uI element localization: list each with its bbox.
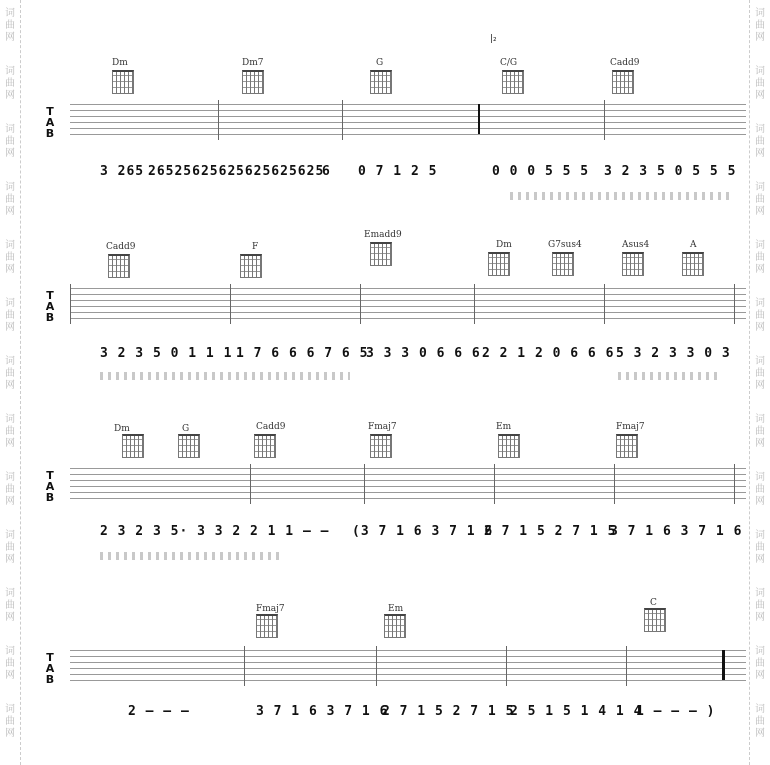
watermark-glyph: 曲 xyxy=(755,252,765,263)
barline xyxy=(734,464,735,504)
watermark-glyph-group xyxy=(2,472,18,508)
watermark-glyph: 曲 xyxy=(5,252,15,263)
watermark-glyph: 网 xyxy=(5,264,15,275)
watermark-glyph: 词 xyxy=(5,66,15,77)
watermark-glyph: 词 xyxy=(5,8,15,19)
notation-numbers: 5 3 2 3 3 0 3 xyxy=(616,346,731,361)
notation-numbers: 3 7 1 6 3 7 1 6 xyxy=(610,524,743,539)
barline xyxy=(342,100,343,140)
chord-name: Fmaj7 xyxy=(368,422,397,432)
chord-name: Em xyxy=(496,422,512,432)
section-mark: |₂ xyxy=(490,34,497,44)
watermark-glyph-group xyxy=(752,530,768,566)
watermark-glyph: 曲 xyxy=(5,194,15,205)
barline xyxy=(244,646,245,686)
watermark-glyph: 曲 xyxy=(755,716,765,727)
barline xyxy=(250,464,251,504)
watermark-glyph-group xyxy=(2,240,18,276)
watermark-glyph: 词 xyxy=(755,704,765,715)
watermark-glyph: 曲 xyxy=(5,658,15,669)
watermark-glyph-group xyxy=(2,704,18,740)
final-barline xyxy=(722,650,725,680)
watermark-glyph: 网 xyxy=(755,380,765,391)
barline xyxy=(626,646,627,686)
chord-name: Cadd9 xyxy=(610,58,640,68)
watermark-glyph: 曲 xyxy=(755,542,765,553)
watermark-glyph: 曲 xyxy=(5,600,15,611)
tab-letter: A xyxy=(45,116,55,129)
watermark-glyph: 词 xyxy=(5,182,15,193)
chord-diagram xyxy=(552,252,574,276)
faint-lyrics xyxy=(510,192,730,200)
watermark-glyph-group xyxy=(752,588,768,624)
notation-numbers: 1 — — — ) xyxy=(636,704,716,719)
watermark-glyph: 网 xyxy=(5,728,15,739)
tab-letter: B xyxy=(45,491,55,504)
barline xyxy=(734,284,735,324)
chord-diagram xyxy=(254,434,276,458)
chord-name: Dm xyxy=(496,240,512,250)
watermark-glyph: 网 xyxy=(755,206,765,217)
watermark-glyph: 词 xyxy=(5,414,15,425)
faint-lyrics xyxy=(618,372,718,380)
watermark-glyph: 曲 xyxy=(5,716,15,727)
tab-letter: T xyxy=(46,105,54,118)
watermark-glyph: 曲 xyxy=(5,542,15,553)
watermark-glyph: 网 xyxy=(755,612,765,623)
watermark-glyph: 词 xyxy=(755,588,765,599)
watermark-glyph: 词 xyxy=(755,66,765,77)
watermark-glyph-group xyxy=(2,182,18,218)
chord-name: Emadd9 xyxy=(364,230,402,240)
watermark-glyph: 网 xyxy=(755,728,765,739)
watermark-glyph: 词 xyxy=(755,356,765,367)
chord-name: Asus4 xyxy=(622,240,650,250)
notation-numbers: 3 265 xyxy=(100,164,145,179)
left-border-line xyxy=(20,0,21,765)
watermark-glyph: 曲 xyxy=(5,484,15,495)
chord-name: G7sus4 xyxy=(548,240,582,250)
watermark-glyph: 词 xyxy=(755,124,765,135)
barline xyxy=(604,100,605,140)
chord-diagram xyxy=(112,70,134,94)
tab-staff xyxy=(70,650,746,680)
watermark-glyph: 词 xyxy=(5,588,15,599)
watermark-glyph-group xyxy=(752,356,768,392)
faint-lyrics xyxy=(100,372,350,380)
barline xyxy=(218,100,219,140)
watermark-glyph-group xyxy=(2,298,18,334)
tab-letter: A xyxy=(45,480,55,493)
watermark-glyph-group xyxy=(752,704,768,740)
chord-name: Fmaj7 xyxy=(256,604,285,614)
notation-numbers: 2652562562 xyxy=(148,164,237,179)
chord-name: G xyxy=(376,58,384,68)
chord-name: Cadd9 xyxy=(106,242,136,252)
chord-name: F xyxy=(252,242,259,252)
watermark-glyph: 曲 xyxy=(5,20,15,31)
chord-diagram xyxy=(488,252,510,276)
system-1 xyxy=(45,34,746,210)
chord-diagram xyxy=(370,434,392,458)
watermark-glyph: 网 xyxy=(5,438,15,449)
notation-numbers: 1 7 6 6 6 7 6 5 xyxy=(236,346,369,361)
chord-diagram xyxy=(498,434,520,458)
chord-diagram xyxy=(384,614,406,638)
chord-diagram xyxy=(108,254,130,278)
barline xyxy=(494,464,495,504)
tab-staff xyxy=(70,104,746,134)
barline xyxy=(364,464,365,504)
system-3 xyxy=(45,414,746,574)
chord-name: C/G xyxy=(500,58,518,68)
watermark-glyph: 网 xyxy=(5,32,15,43)
chord-diagram xyxy=(178,434,200,458)
watermark-glyph: 词 xyxy=(5,646,15,657)
notation-numbers: 2 — — — xyxy=(128,704,190,719)
barline xyxy=(376,646,377,686)
chord-name: G xyxy=(182,424,190,434)
chord-name: C xyxy=(650,598,657,608)
chord-diagram xyxy=(122,434,144,458)
watermark-glyph-group xyxy=(752,240,768,276)
chord-diagram xyxy=(682,252,704,276)
notation-numbers: 3 2 3 5 0 5 5 5 xyxy=(604,164,737,179)
tab-staff xyxy=(70,468,746,498)
watermark-glyph-group xyxy=(2,414,18,450)
faint-lyrics xyxy=(100,552,280,560)
watermark-glyph: 网 xyxy=(755,148,765,159)
notation-numbers: 2 5 1 5 1 4 1 4 xyxy=(510,704,643,719)
tab-letter: A xyxy=(45,662,55,675)
watermark-glyph: 词 xyxy=(755,182,765,193)
watermark-glyph: 网 xyxy=(5,380,15,391)
watermark-glyph: 网 xyxy=(5,554,15,565)
watermark-glyph-group xyxy=(752,298,768,334)
chord-name: Dm xyxy=(112,58,128,68)
watermark-glyph: 词 xyxy=(755,240,765,251)
watermark-glyph: 曲 xyxy=(755,600,765,611)
repeat-barline xyxy=(478,104,480,134)
barline xyxy=(506,646,507,686)
notation-numbers: 3 7 1 6 3 7 1 6 xyxy=(256,704,389,719)
chord-diagram xyxy=(256,614,278,638)
notation-numbers: 5625625625 xyxy=(236,164,325,179)
tab-sheet xyxy=(22,0,748,765)
chord-name: Em xyxy=(388,604,404,614)
watermark-glyph: 曲 xyxy=(755,136,765,147)
notation-numbers: 2 7 1 5 2 7 1 5 xyxy=(382,704,515,719)
watermark-glyph-group xyxy=(2,356,18,392)
tab-clef xyxy=(44,290,56,323)
watermark-glyph: 网 xyxy=(5,612,15,623)
chord-diagram xyxy=(370,70,392,94)
chord-diagram xyxy=(240,254,262,278)
right-watermark-column xyxy=(752,0,768,765)
watermark-glyph: 网 xyxy=(5,206,15,217)
tab-clef xyxy=(44,652,56,685)
watermark-glyph-group xyxy=(2,646,18,682)
barline xyxy=(604,284,605,324)
watermark-glyph: 曲 xyxy=(755,20,765,31)
left-watermark-column xyxy=(2,0,18,765)
chord-diagram xyxy=(616,434,638,458)
chord-diagram xyxy=(622,252,644,276)
watermark-glyph: 词 xyxy=(755,472,765,483)
notation-numbers: (3 7 1 6 3 7 1 6 xyxy=(352,524,494,539)
barline xyxy=(614,464,615,504)
notation-numbers: 2 1 1 — — xyxy=(250,524,330,539)
chord-diagram xyxy=(242,70,264,94)
notation-numbers: 2 2 1 2 0 6 6 6 xyxy=(482,346,615,361)
notation-numbers: 0 0 0 5 5 5 xyxy=(492,164,590,179)
watermark-glyph: 网 xyxy=(755,90,765,101)
watermark-glyph-group xyxy=(752,182,768,218)
watermark-glyph: 网 xyxy=(5,90,15,101)
chord-name: Dm7 xyxy=(242,58,264,68)
tab-letter: B xyxy=(45,127,55,140)
chord-diagram xyxy=(370,242,392,266)
chord-diagram xyxy=(644,608,666,632)
barline xyxy=(474,284,475,324)
chord-name: Dm xyxy=(114,424,130,434)
tab-letter: B xyxy=(45,311,55,324)
tab-letter: A xyxy=(45,300,55,313)
tab-clef xyxy=(44,470,56,503)
chord-name: A xyxy=(690,240,697,250)
watermark-glyph-group xyxy=(752,646,768,682)
watermark-glyph-group xyxy=(2,8,18,44)
watermark-glyph-group xyxy=(2,124,18,160)
watermark-glyph: 网 xyxy=(755,32,765,43)
tab-staff xyxy=(70,288,746,318)
notation-numbers: 2 3 2 3 5· 3 3 2 xyxy=(100,524,242,539)
watermark-glyph-group xyxy=(752,414,768,450)
watermark-glyph: 曲 xyxy=(755,78,765,89)
watermark-glyph: 曲 xyxy=(5,426,15,437)
watermark-glyph: 词 xyxy=(5,530,15,541)
notation-numbers: 6 xyxy=(322,164,331,179)
tab-letter: B xyxy=(45,673,55,686)
watermark-glyph: 词 xyxy=(5,240,15,251)
watermark-glyph: 曲 xyxy=(755,368,765,379)
chord-name: Fmaj7 xyxy=(616,422,645,432)
watermark-glyph: 曲 xyxy=(5,136,15,147)
watermark-glyph: 词 xyxy=(755,530,765,541)
watermark-glyph: 网 xyxy=(5,670,15,681)
watermark-glyph-group xyxy=(752,124,768,160)
watermark-glyph-group xyxy=(2,66,18,102)
watermark-glyph: 网 xyxy=(755,496,765,507)
watermark-glyph: 曲 xyxy=(5,78,15,89)
watermark-glyph: 网 xyxy=(755,264,765,275)
watermark-glyph: 曲 xyxy=(755,484,765,495)
watermark-glyph: 曲 xyxy=(755,194,765,205)
watermark-glyph: 词 xyxy=(5,704,15,715)
system-4 xyxy=(45,596,746,746)
watermark-glyph: 词 xyxy=(5,298,15,309)
watermark-glyph-group xyxy=(752,66,768,102)
watermark-glyph: 词 xyxy=(755,8,765,19)
watermark-glyph: 词 xyxy=(5,356,15,367)
watermark-glyph: 曲 xyxy=(755,658,765,669)
notation-numbers: 2 7 1 5 2 7 1 5 xyxy=(484,524,617,539)
watermark-glyph: 词 xyxy=(755,646,765,657)
watermark-glyph: 曲 xyxy=(5,368,15,379)
barline xyxy=(230,284,231,324)
tab-letter: T xyxy=(46,289,54,302)
chord-diagram xyxy=(502,70,524,94)
watermark-glyph: 网 xyxy=(5,322,15,333)
barline xyxy=(70,284,71,324)
tab-letter: T xyxy=(46,469,54,482)
chord-name: Cadd9 xyxy=(256,422,286,432)
watermark-glyph: 网 xyxy=(755,438,765,449)
watermark-glyph: 词 xyxy=(755,414,765,425)
watermark-glyph: 词 xyxy=(5,472,15,483)
watermark-glyph: 网 xyxy=(5,148,15,159)
watermark-glyph: 网 xyxy=(5,496,15,507)
watermark-glyph: 曲 xyxy=(755,426,765,437)
watermark-glyph: 曲 xyxy=(755,310,765,321)
watermark-glyph-group xyxy=(752,8,768,44)
notation-numbers: 3 2 3 5 0 1 1 1 xyxy=(100,346,233,361)
watermark-glyph: 词 xyxy=(5,124,15,135)
barline xyxy=(360,284,361,324)
watermark-glyph: 网 xyxy=(755,670,765,681)
tab-letter: T xyxy=(46,651,54,664)
notation-numbers: 3 3 3 0 6 6 6 xyxy=(366,346,481,361)
watermark-glyph: 网 xyxy=(755,554,765,565)
right-border-line xyxy=(749,0,750,765)
watermark-glyph: 词 xyxy=(755,298,765,309)
tab-clef xyxy=(44,106,56,139)
chord-diagram xyxy=(612,70,634,94)
watermark-glyph-group xyxy=(2,588,18,624)
notation-numbers: 0 7 1 2 5 xyxy=(358,164,438,179)
watermark-glyph: 曲 xyxy=(5,310,15,321)
watermark-glyph-group xyxy=(752,472,768,508)
watermark-glyph: 网 xyxy=(755,322,765,333)
watermark-glyph-group xyxy=(2,530,18,566)
system-2 xyxy=(45,230,746,392)
